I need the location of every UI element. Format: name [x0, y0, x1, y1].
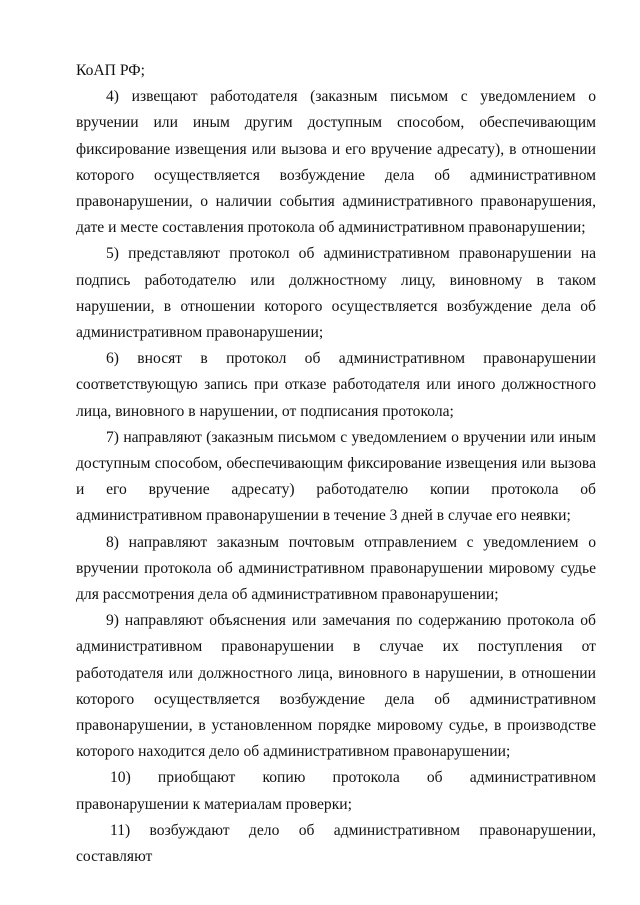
paragraph-continuation: КоАП РФ;	[76, 62, 145, 79]
paragraph-item-9: 9) направляют объяснения или замечания по содержанию протокола об административном правонарушении в случае их поступления от работодателя или должностного лица, виновного в нарушении, в отношении которого осуществляется возбуждение дела об административном правонарушении, в установленном порядке мировому судье, в производстве которого находится дело об административном правонарушении;	[76, 612, 596, 761]
paragraph-item-10: 10) приобщают копию протокола об административном правонарушении к материалам проверки;	[76, 769, 596, 813]
paragraph-item-11: 11) возбуждают дело об административном правонарушении, составляют	[76, 821, 596, 866]
paragraph-item-7: 7) направляют (заказным письмом с уведомлением о вручении или иным доступным способом, обеспечивающим фиксирование извещения или вызова и его вручение адресату) работодателю копии протокола об административном правонарушении в течение 3 дней в случае его неявки;	[76, 428, 596, 525]
paragraph-item-6: 6) вносят в протокол об административном правонарушении соответствующую запись при отказе работодателя или иного должностного лица, виновного в нарушении, от подписания протокола;	[76, 350, 596, 420]
paragraph-item-5: 5) представляют протокол об административном правонарушении на подпись работодателю или должностному лицу, виновному в таком нарушении, в отношении которого осуществляется возбуждение дела об административном правонарушении;	[76, 245, 596, 342]
paragraph-item-8: 8) направляют заказным почтовым отправлением с уведомлением о вручении протокола об административном правонарушении мировому судье для рассмотрения дела об административном правонарушении;	[76, 533, 596, 604]
paragraph-item-4: 4) извещают работодателя (заказным письмом с уведомлением о вручении или иным другим доступным способом, обеспечивающим фиксирование извещения или вызова и его вручение адресату), в отношении которого осуществляется возбуждение дела об административном правонарушении, о наличии события административного правонарушения, дате и месте составления протокола об административном правонарушении;	[76, 88, 596, 237]
document-page	[76, 58, 596, 870]
